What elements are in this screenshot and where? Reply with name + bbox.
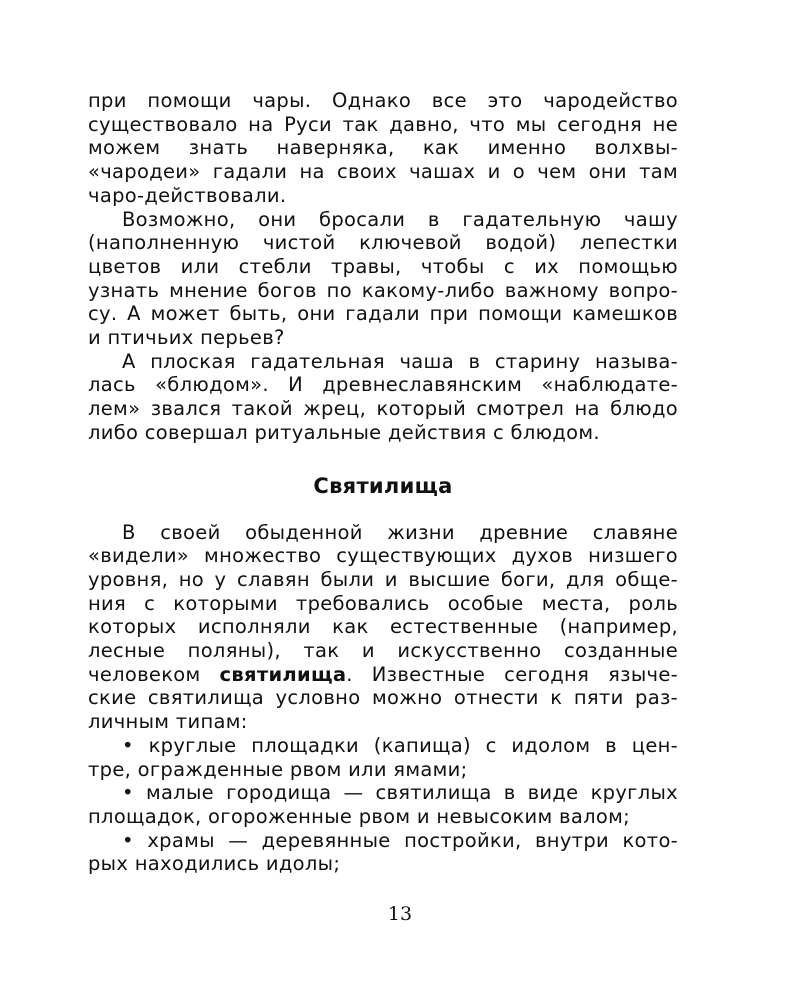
text-line: существовало на Руси так давно, что мы сегодня не xyxy=(88,112,678,136)
bold-term: святилища xyxy=(219,662,347,686)
text-line: лесные поляны), так и искусственно созданные xyxy=(88,639,678,663)
text-line: можем знать наверняка, как именно волхвы- xyxy=(88,136,678,160)
text-line: тре, огражденные рвом или ямами; xyxy=(88,757,468,781)
text-line: лась «блюдом». И древнеславянским «наблюдате- xyxy=(88,373,678,397)
text-run: человеком xyxy=(88,662,220,686)
text-line xyxy=(88,781,678,805)
text-line: (наполненную чистой ключевой водой) лепестки xyxy=(88,231,678,255)
text-line: рых находились идолы; xyxy=(88,852,341,876)
bullet-list xyxy=(88,734,678,876)
text-line: личным типам: xyxy=(88,710,248,734)
bullet-icon: • xyxy=(122,733,134,757)
section-heading: Святилища xyxy=(313,473,453,498)
text-line: либо совершал ритуальные действия с блюдом. xyxy=(88,420,600,444)
text-line: при помощи чары. Однако все это чародейство xyxy=(88,89,678,112)
paragraph-1 xyxy=(88,89,678,208)
page-text xyxy=(88,89,678,876)
text-line: узнать мнение богов по какому-либо важному вопро- xyxy=(88,278,678,302)
text-line xyxy=(88,734,678,758)
page-number: 13 xyxy=(387,903,413,925)
paragraph-2 xyxy=(88,208,678,350)
text-line: В своей обыденной жизни древние славяне xyxy=(122,520,678,544)
text-line: су. А может быть, они гадали при помощи камешков xyxy=(88,302,678,326)
text-line: А плоская гадательная чаша в старину называ- xyxy=(122,349,678,373)
text-line: площадок, огороженные рвом и невысоким валом; xyxy=(88,804,630,828)
bullet-icon: • xyxy=(122,828,134,852)
text-line: уровня, но у славян были и высшие боги, для обще- xyxy=(88,567,678,591)
paragraph-3 xyxy=(88,350,678,445)
text-run: круглые площадки (капища) с идолом в цен- xyxy=(148,733,678,757)
text-line xyxy=(88,829,678,853)
list-item xyxy=(88,734,678,781)
text-line: цветов или стебли травы, чтобы с их помощью xyxy=(88,254,678,278)
text-run: храмы — деревянные постройки, внутри кото- xyxy=(147,828,679,852)
paragraph-4 xyxy=(88,521,678,734)
list-item xyxy=(88,781,678,828)
text-line: «чародеи» гадали на своих чашах и о чем они там xyxy=(88,160,678,184)
text-line: лем» звался такой жрец, который смотрел на блюдо xyxy=(88,397,678,421)
text-line: «видели» множество существующих духов низшего xyxy=(88,544,678,568)
text-line: и птичьих перьев? xyxy=(88,326,285,350)
bullet-icon: • xyxy=(122,781,134,805)
text-line: ские святилища условно можно отнести к пяти раз- xyxy=(88,686,678,710)
text-run: малые городища — святилища в виде круглых xyxy=(145,781,679,805)
text-line xyxy=(88,663,678,687)
text-line: ния с которыми требовались особые места, роль xyxy=(88,591,678,615)
text-line: которых исполняли как естественные (например, xyxy=(88,615,678,639)
text-line: Возможно, они бросали в гадательную чашу xyxy=(122,207,678,231)
text-run: . Известные сегодня языче- xyxy=(346,662,678,686)
text-line: чаро-действовали. xyxy=(88,183,287,207)
list-item xyxy=(88,829,678,876)
